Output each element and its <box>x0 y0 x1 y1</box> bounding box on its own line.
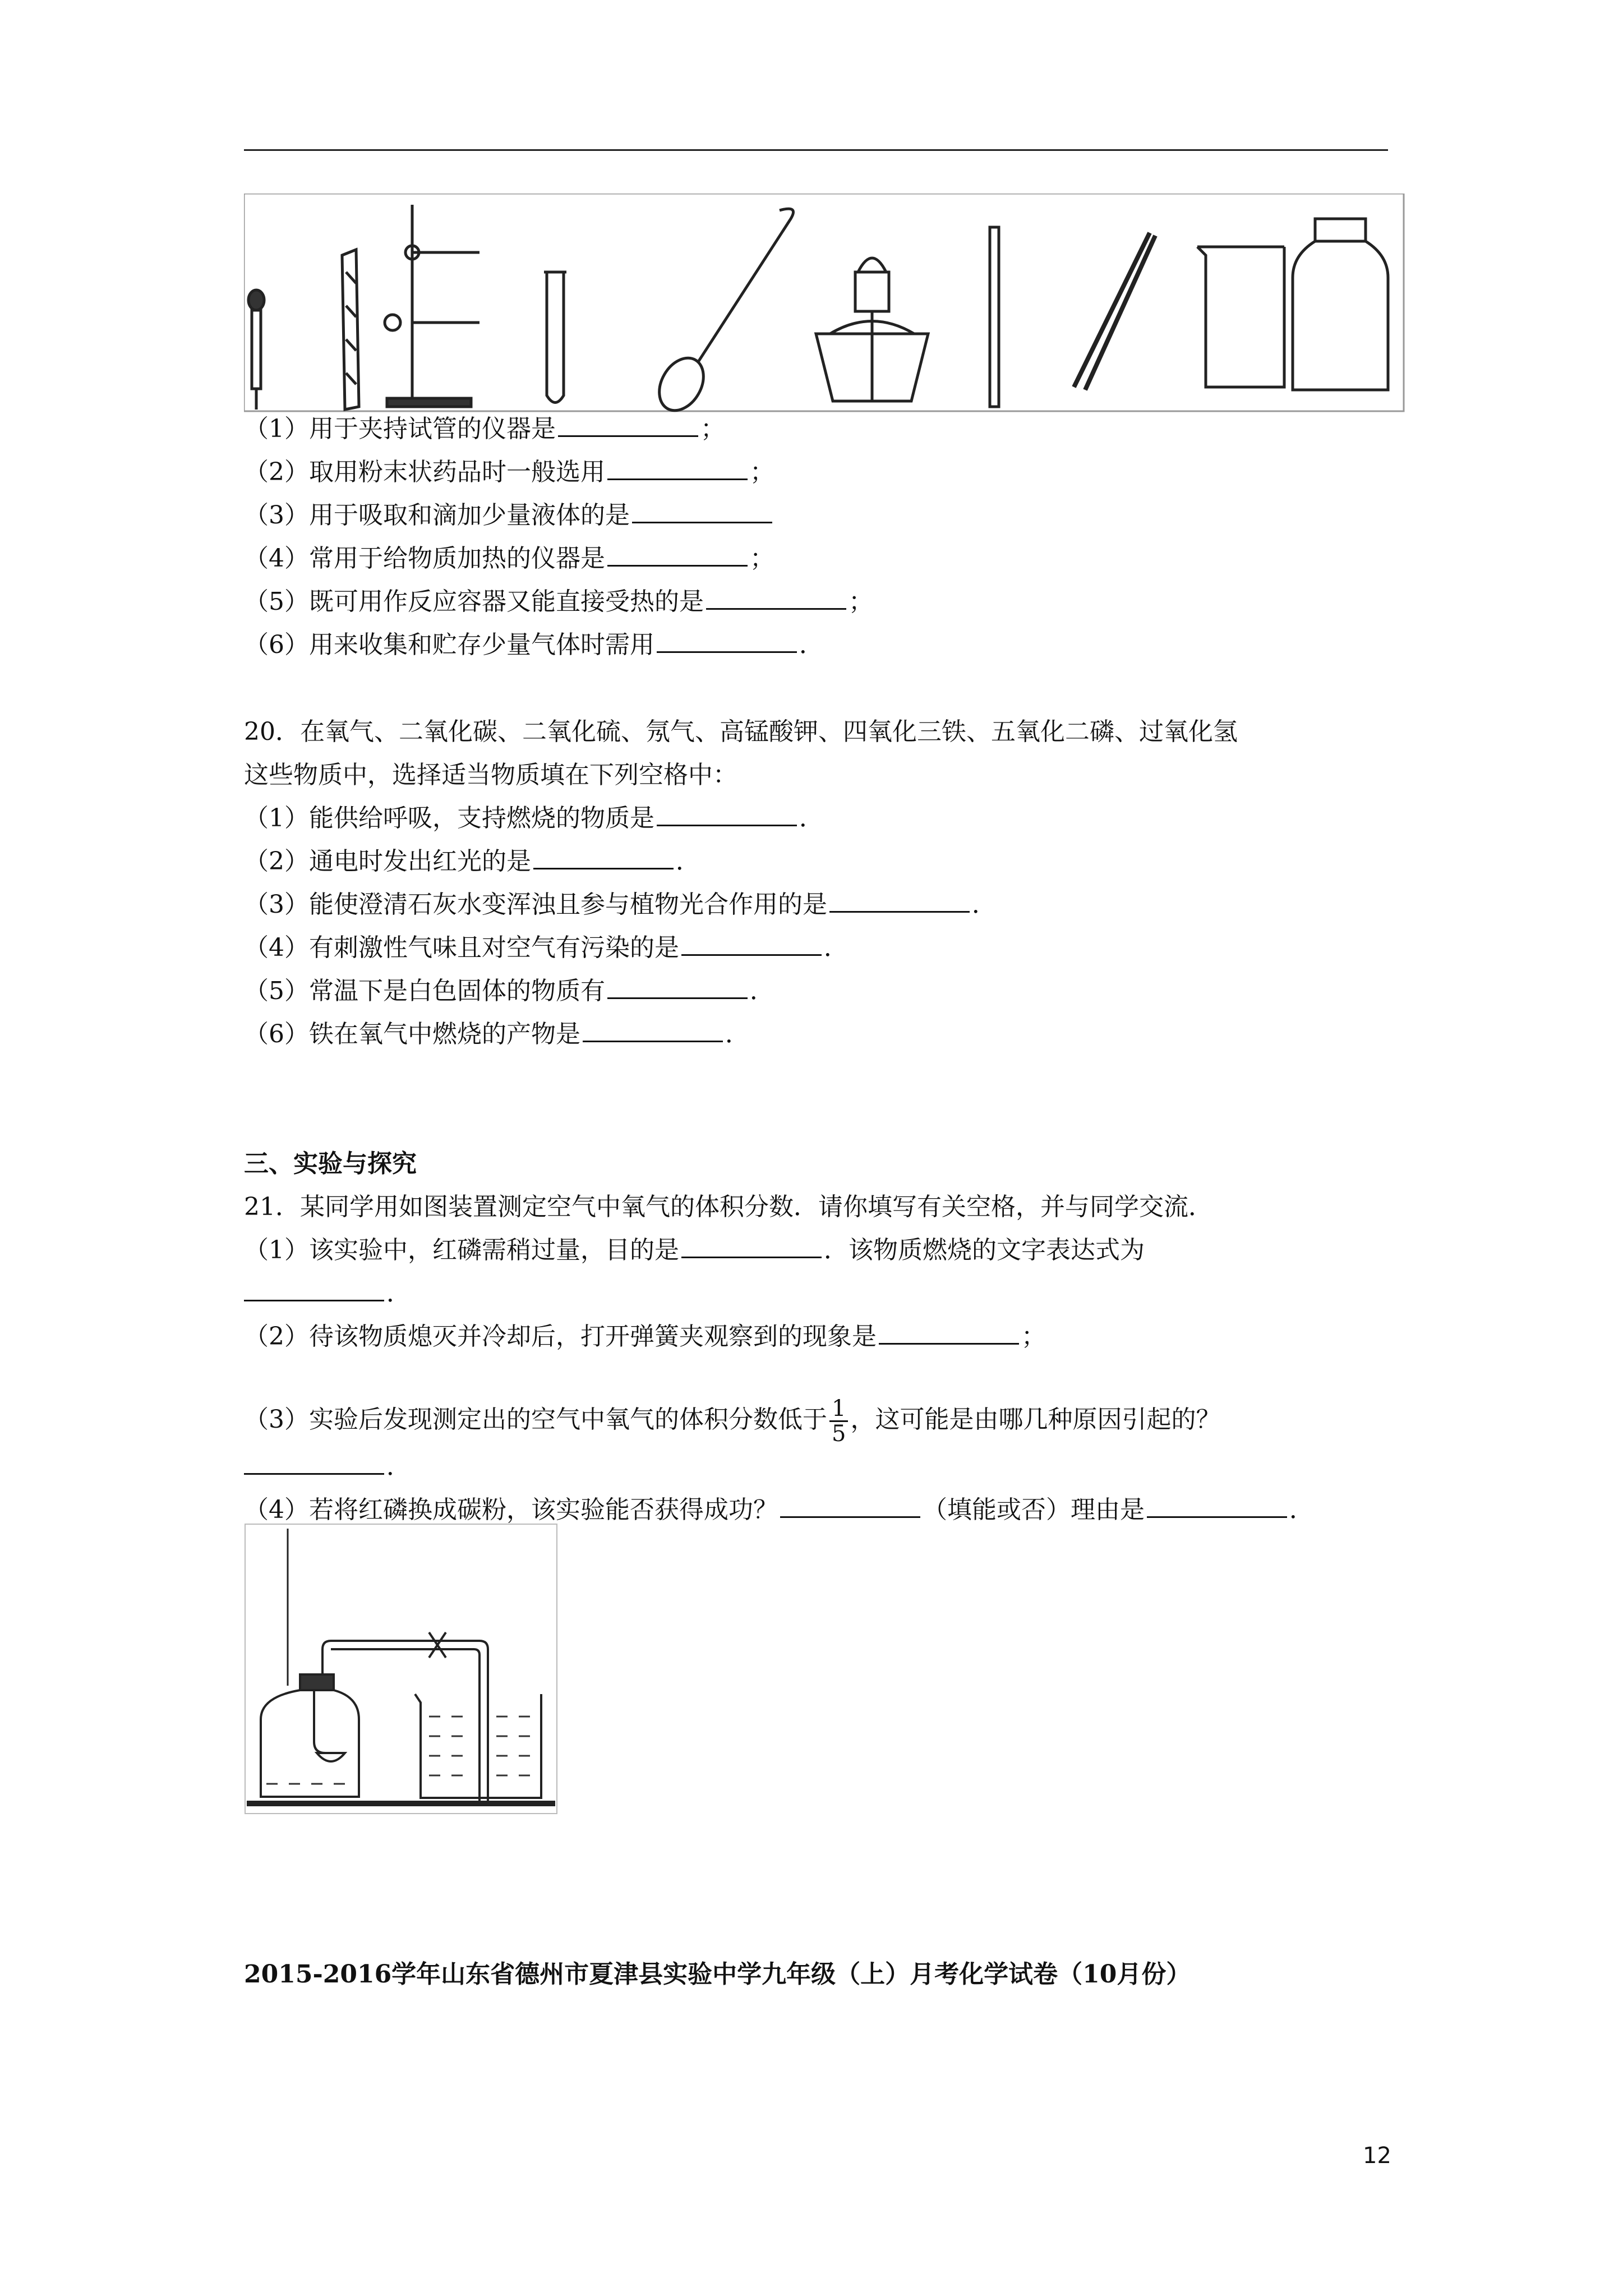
bottle-icon <box>261 1690 359 1797</box>
q21-stem: 21．某同学用如图装置测定空气中氧气的体积分数．请你填写有关空格，并与同学交流． <box>244 1193 1213 1221</box>
q21-part-1: （1）该实验中，红磷需稍过量，目的是 ．该物质燃烧的文字表达式为 <box>244 1234 1145 1267</box>
q19-item-4: （4）常用于给物质加热的仪器是 ； <box>244 542 774 576</box>
answer-blank[interactable] <box>780 1494 920 1518</box>
answer-blank[interactable] <box>583 1018 723 1042</box>
test-tube-icon <box>544 272 566 403</box>
beaker-icon <box>1197 247 1284 387</box>
q21-part-4: （4）若将红磷换成碳粉，该实验能否获得成功？ （填能或否）理由是 ． <box>244 1493 1314 1527</box>
answer-blank[interactable] <box>533 845 674 869</box>
fraction-one-fifth: $\frac{1}{5}$ <box>829 1397 848 1446</box>
tweezers-icon <box>1074 233 1155 390</box>
header-rule <box>244 149 1388 151</box>
q20-item-6: （6）铁在氧气中燃烧的产物是 ． <box>244 1018 750 1051</box>
gas-bottle-icon <box>1293 219 1388 390</box>
exam-title: 2015-2016学年山东省德州市夏津县实验中学九年级（上）月考化学试卷（10月份） <box>244 1960 1191 1989</box>
page-number: 12 <box>1363 2143 1391 2169</box>
answer-blank[interactable] <box>607 542 748 567</box>
q20-item-3: （3）能使澄清石灰水变浑浊且参与植物光合作用的是 ． <box>244 888 997 922</box>
iron-stand-icon <box>385 205 479 407</box>
q21-part-2: （2）待该物质熄灭并冷却后，打开弹簧夹观察到的现象是 ； <box>244 1320 1046 1354</box>
q19-item-6: （6）用来收集和贮存少量气体时需用 ． <box>244 628 824 662</box>
q19-item-3: （3）用于吸取和滴加少量液体的是 <box>244 499 774 532</box>
q19-item-5: （5）既可用作反应容器又能直接受热的是 ； <box>244 585 873 619</box>
answer-blank[interactable] <box>607 456 748 480</box>
beaker-icon <box>415 1694 541 1798</box>
medicine-spoon-icon <box>651 209 794 412</box>
q21-part-1-cont: ． <box>244 1277 411 1310</box>
answer-blank[interactable] <box>657 629 797 653</box>
answer-blank[interactable] <box>657 802 797 826</box>
answer-blank[interactable] <box>706 586 846 610</box>
oxygen-measurement-setup-figure <box>244 1523 558 1815</box>
q19-item-2: （2）取用粉末状药品时一般选用 ； <box>244 455 774 489</box>
q21-part-3-cont: ． <box>244 1450 411 1484</box>
answer-blank[interactable] <box>681 1234 822 1258</box>
q20-stem-line-2: 这些物质中，选择适当物质填在下列空格中： <box>244 761 737 789</box>
q20-stem-line-1: 20．在氧气、二氧化碳、二氧化硫、氖气、高锰酸钾、四氧化三铁、五氧化二磷、过氧化氢 <box>244 717 1238 746</box>
answer-blank[interactable] <box>681 932 822 956</box>
answer-blank[interactable] <box>244 1451 384 1475</box>
answer-blank[interactable] <box>558 413 698 437</box>
dropper-icon <box>248 290 264 409</box>
lab-apparatus-figure <box>244 194 1405 412</box>
section-heading: 三、实验与探究 <box>244 1149 417 1178</box>
q19-item-1: （1）用于夹持试管的仪器是 ； <box>244 412 725 446</box>
stopper-icon <box>300 1674 334 1690</box>
answer-blank[interactable] <box>244 1277 384 1301</box>
q20-item-2: （2）通电时发出红光的是 ． <box>244 845 700 878</box>
q20-item-1: （1）能供给呼吸，支持燃烧的物质是 ． <box>244 802 824 835</box>
answer-blank[interactable] <box>829 889 970 913</box>
answer-blank[interactable] <box>879 1320 1019 1345</box>
answer-blank[interactable] <box>632 499 772 523</box>
alcohol-lamp-icon <box>816 258 928 401</box>
answer-blank[interactable] <box>1147 1494 1287 1518</box>
q20-item-5: （5）常温下是白色固体的物质有 ． <box>244 974 774 1008</box>
answer-blank[interactable] <box>607 975 748 999</box>
glass-rod-icon <box>990 227 999 407</box>
q20-item-4: （4）有刺激性气味且对空气有污染的是 ． <box>244 931 849 965</box>
q21-part-3: （3）实验后发现测定出的空气中氧气的体积分数低于 $\frac{1}{5}$ ，这可能是由哪几种原因引起的？ <box>244 1396 1221 1447</box>
test-tube-holder-icon <box>342 250 359 409</box>
